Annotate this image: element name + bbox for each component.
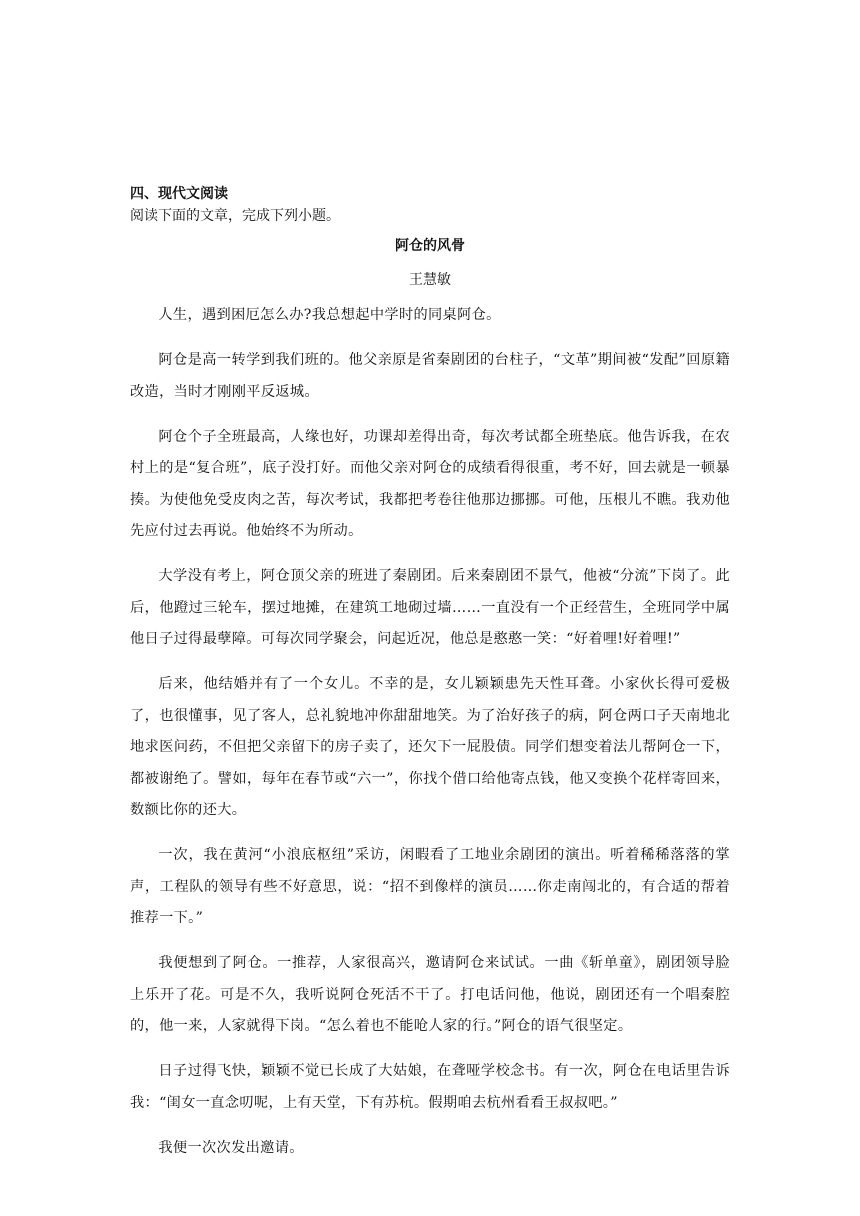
article-paragraph-7: 我便想到了阿仓。一推荐，人家很高兴，邀请阿仓来试试。一曲《斩单童》，剧团领导脸上乐开了花。可是不久，我听说阿仓死活不干了。打电话问他，他说，剧团还有一个唱秦腔的，他一来，人家就得下岗。“怎么着也不能呛人家的行。”阿仓的语气很坚定。: [130, 955, 730, 1034]
section-heading: 四、现代文阅读: [130, 186, 228, 202]
article-paragraph-3: 阿仓个子全班最高，人缘也好，功课却差得出奇，每次考试都全班垫底。他告诉我，在农村上的是“复合班”，底子没打好。而他父亲对阿仓的成绩看得很重，考不好，回去就是一顿暴揍。为使他免受皮肉之苦，每次考试，我都把考卷往他那边挪挪。可他，压根儿不瞧。我劝他先应付过去再说。他始终不为所动。: [130, 428, 730, 539]
article-paragraph-6: 一次，我在黄河“小浪底枢纽”采访，闲暇看了工地业余剧团的演出。听着稀稀落落的掌声，工程队的领导有些不好意思，说：“招不到像样的演员……你走南闯北的，有合适的帮着推荐一下。”: [130, 847, 730, 926]
article-paragraph-8: 日子过得飞快，颖颖不觉已长成了大姑娘，在聋哑学校念书。有一次，阿仓在电话里告诉我：“闺女一直念叨呢，上有天堂，下有苏杭。假期咱去杭州看看王叔叔吧。”: [130, 1063, 730, 1111]
article-paragraph-2: 阿仓是高一转学到我们班的。他父亲原是省秦剧团的台柱子，“文革”期间被“发配”回原籍改造，当时才刚刚平反返城。: [130, 352, 730, 400]
article-paragraph-9: 我便一次次发出邀请。: [158, 1139, 304, 1156]
article-body: [130, 300, 730, 1178]
article-author: 王慧敏: [409, 272, 451, 288]
article-paragraph-5: 后来，他结婚并有了一个女儿。不幸的是，女儿颖颖患先天性耳聋。小家伙长得可爱极了，也很懂事，见了客人，总礼貌地冲你甜甜地笑。为了治好孩子的病，阿仓两口子天南地北地求医问药，不但把父亲留下的房子卖了，还欠下一屁股债。同学们想变着法儿帮阿仓一下，都被谢绝了。譬如，每年在春节或“六一”，你找个借口给他寄点钱，他又变换个花样寄回来，数额比你的还大。: [130, 676, 730, 818]
article-paragraph-1: 人生，遇到困厄怎么办?我总想起中学时的同桌阿仓。: [158, 307, 501, 323]
article-title: 阿仓的风骨: [395, 238, 465, 254]
article-paragraph-4: 大学没有考上，阿仓顶父亲的班进了秦剧团。后来秦剧团不景气，他被“分流”下岗了。此后，他蹬过三轮车，摆过地摊，在建筑工地砌过墙……一直没有一个正经营生，全班同学中属他日子过得最孽障。可每次同学聚会，问起近况，他总是憨憨一笑：“好着哩!好着哩!”: [130, 568, 730, 647]
reading-instruction: 阅读下面的文章，完成下列小题。: [130, 208, 340, 224]
